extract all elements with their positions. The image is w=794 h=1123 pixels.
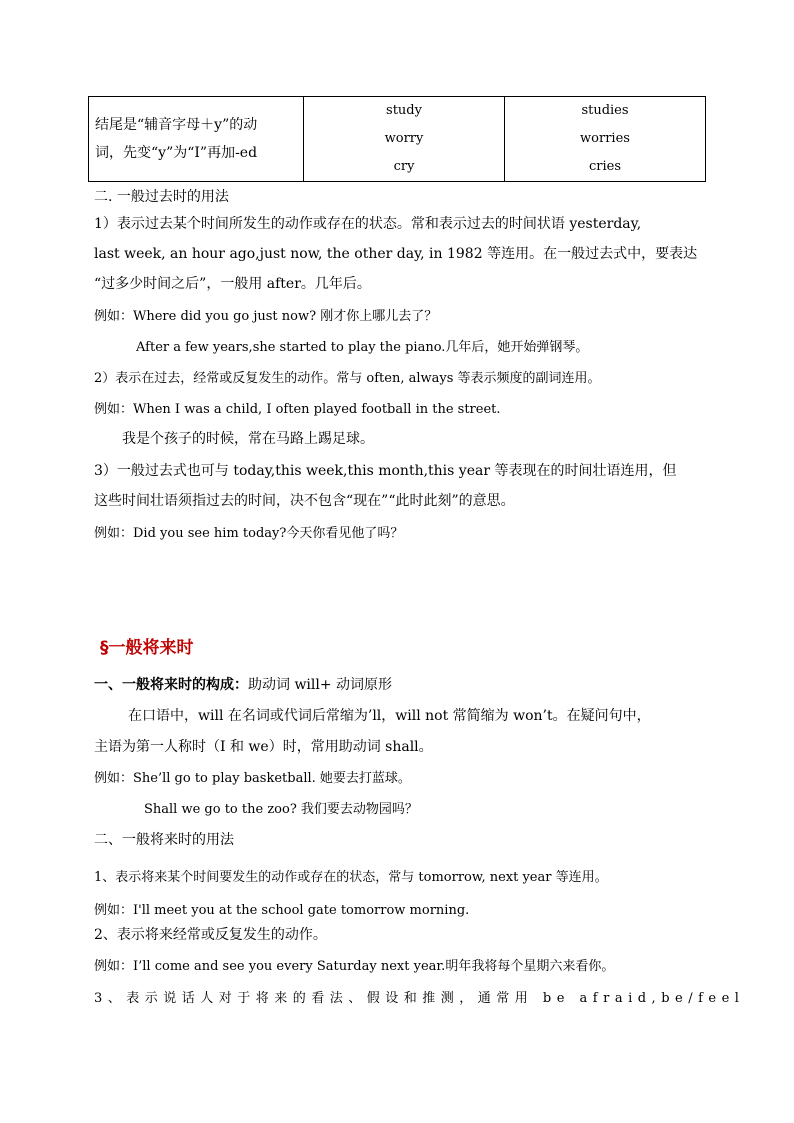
future-example-1b: Shall we go to the zoo? 我们要去动物园吗？: [144, 802, 418, 817]
past-usage-1-line-2: last week, an hour ago,just now, the other day, in 1982 等连用。在一般过去式中，要表达: [94, 246, 698, 262]
future-usage-2-example: 例如：I’ll come and see you every Saturday next year.明年我将每个星期六来看你。: [94, 959, 615, 974]
past-example-1: 例如：Where did you go just now? 刚才你上哪儿去了？: [94, 309, 438, 324]
past-example-2b: 我是个孩子的时候，常在马路上踢足球。: [122, 431, 374, 447]
ed-form-cell: [505, 97, 706, 182]
rule-line-2: 词，先变“y”为“I”再加-ed: [95, 145, 258, 161]
ed-form: studies: [581, 103, 629, 118]
table-row: [89, 97, 706, 182]
future-form-line: [94, 675, 392, 695]
base-form-cell: [304, 97, 505, 182]
base-form: worry: [384, 131, 424, 146]
rule-line-1: 结尾是“辅音字母＋y”的动: [95, 117, 258, 133]
past-example-2: 例如：When I was a child, I often played football in the street.: [94, 402, 501, 417]
future-usage-2: 2、表示将来经常或反复发生的动作。: [94, 927, 327, 943]
past-usage-title: 二. 一般过去时的用法: [94, 189, 229, 205]
future-usage-3: 3、表示说话人对于将来的看法、假设和推测，通常用 be afraid,be/feel: [94, 991, 745, 1006]
future-spoken-line-2: 主语为第一人称时（I 和 we）时，常用助动词 shall。: [94, 739, 433, 755]
future-usage-1: 1、表示将来某个时间要发生的动作或存在的状态，常与 tomorrow, next year 等连用。: [94, 870, 608, 885]
future-usage-title: 二、一般将来时的用法: [94, 832, 234, 848]
past-example-1b: After a few years,she started to play the piano.几年后，她开始弹钢琴。: [136, 340, 589, 355]
past-usage-3-line-2: 这些时间壮语须指过去的时间，决不包含“现在”“此时此刻”的意思。: [94, 493, 515, 509]
base-form: study: [386, 103, 422, 118]
past-example-3: 例如：Did you see him today?今天你看见他了吗？: [94, 526, 404, 541]
past-usage-2: 2）表示在过去，经常或反复发生的动作。常与 often, always 等表示频度的副词连用。: [94, 371, 601, 386]
future-example-1: 例如：She’ll go to play basketball. 她要去打蓝球。: [94, 771, 411, 786]
ed-form: cries: [588, 159, 622, 174]
verb-table: [88, 96, 706, 182]
past-usage-1-line-3: “过多少时间之后”，一般用 after。几年后。: [94, 276, 371, 292]
base-form: cry: [393, 159, 415, 174]
future-form-text: 助动词 will+ 动词原形: [248, 677, 393, 693]
past-usage-1-line-1: 1）表示过去某个时间所发生的动作或存在的状态。常和表示过去的时间状语 yesterday,: [94, 216, 642, 232]
rule-cell: [89, 97, 304, 182]
past-usage-3-line-1: 3）一般过去式也可与 today,this week,this month,this year 等表现在的时间壮语连用，但: [94, 463, 677, 479]
future-spoken-line-1: 在口语中，will 在名词或代词后常缩为’ll，will not 常简缩为 won’t。在疑问句中，: [128, 708, 651, 724]
future-usage-1-example: 例如：I'll meet you at the school gate tomorrow morning.: [94, 903, 470, 918]
future-form-label: 一、一般将来时的构成：: [94, 677, 248, 693]
ed-form: worries: [580, 131, 630, 146]
future-tense-heading: §一般将来时: [100, 638, 194, 658]
